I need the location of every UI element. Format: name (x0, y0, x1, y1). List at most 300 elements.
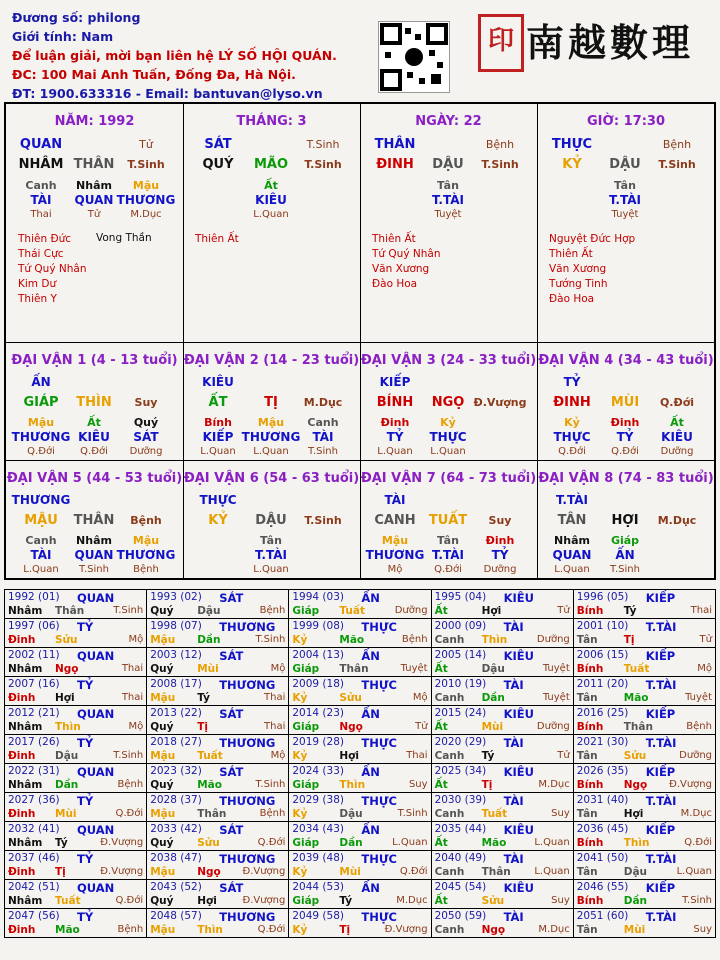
year-label: 2029 (38) (292, 794, 344, 806)
year-stem: Canh (434, 866, 465, 878)
year-stem: Mậu (150, 808, 176, 820)
year-stem: Canh (434, 634, 465, 646)
year-cell (573, 822, 715, 851)
hidden-god: SÁT (133, 430, 159, 444)
logo-text: 南越數理 (526, 20, 695, 65)
hidden-phase: L.Quan (430, 446, 466, 457)
year-cell (147, 706, 289, 735)
year-stem: Quý (150, 721, 174, 733)
year-cell (289, 619, 431, 648)
year-branch: Hợi (481, 605, 502, 617)
year-cell (431, 851, 573, 880)
year-branch: Tị (623, 634, 635, 646)
year-cell (431, 735, 573, 764)
hidden-phase: L.Quan (200, 446, 236, 457)
year-god: QUAN (77, 881, 115, 895)
year-cell (147, 619, 289, 648)
pillar-title: NGÀY: 22 (415, 114, 482, 129)
pillar-notes (18, 232, 86, 307)
year-branch: Dậu (481, 663, 505, 675)
year-cell (5, 648, 147, 677)
dai-van-phase: Suy (134, 396, 158, 409)
hidden-phase: L.Quan (253, 209, 289, 220)
pillar-phase: T.Sinh (304, 158, 342, 171)
year-stem: Tân (576, 634, 598, 646)
year-branch: Mùi (197, 663, 219, 675)
pillar-branch: MÃO (253, 157, 289, 172)
year-god: TỶ (77, 736, 94, 750)
pillar-god: THÂN (374, 137, 416, 152)
year-label: 2007 (16) (8, 678, 60, 690)
year-cell (573, 677, 715, 706)
year-phase: Suy (551, 808, 570, 819)
hidden-stem: Đinh (610, 416, 640, 429)
year-branch: Dần (339, 837, 363, 849)
year-god: T.TÀI (645, 910, 677, 924)
year-branch: Thân (339, 663, 369, 675)
year-branch: Sửu (55, 634, 78, 646)
year-label: 2042 (51) (8, 881, 60, 893)
hidden-phase: Q.Đới (434, 564, 462, 575)
year-branch: Tị (481, 779, 493, 791)
hidden-phase: Dưỡng (660, 446, 694, 457)
pillar-top-phase: T.Sinh (306, 138, 340, 151)
year-phase: Tử (699, 634, 712, 645)
year-branch: Dậu (623, 866, 648, 878)
year-god: TỶ (77, 852, 94, 866)
year-label: 2031 (40) (576, 794, 629, 806)
year-stem: Nhâm (8, 779, 43, 791)
dai-van-title: ĐẠI VẬN 6 (54 - 63 tuổi) (183, 471, 360, 486)
year-cell (147, 851, 289, 880)
year-label: 1995 (04) (434, 591, 487, 603)
year-phase: Dưỡng (394, 605, 428, 616)
year-phase: Bệnh (259, 808, 286, 819)
year-label: 2027 (36) (8, 794, 60, 806)
year-phase: Dưỡng (536, 634, 570, 645)
year-phase: Suy (408, 779, 428, 790)
year-phase: Q.Đới (684, 837, 712, 848)
dai-van-god: TÀI (384, 493, 406, 507)
year-god: TÀI (503, 620, 524, 634)
dai-van-god: THƯƠNG (11, 493, 71, 507)
year-god: SÁT (219, 881, 244, 895)
dai-van-phase: Q.Đới (659, 396, 695, 409)
year-cell (147, 822, 289, 851)
header-line: ĐT: 1900.633316 - Email: bantuvan@lyso.vn (12, 86, 323, 101)
year-row (5, 735, 716, 764)
year-branch: Ngọ (55, 663, 79, 675)
year-stem: Quý (150, 605, 174, 617)
hidden-phase: Q.Đới (80, 446, 108, 457)
dai-van-stem: GIÁP (23, 395, 59, 410)
year-phase: Đ.Vượng (242, 866, 286, 877)
year-phase: Tử (557, 605, 570, 616)
dai-van-branch: HỢI (611, 513, 639, 528)
year-stem: Ất (434, 721, 448, 733)
hidden-god: KIÊU (661, 430, 693, 444)
year-stem: Quý (150, 837, 174, 849)
year-cell (147, 648, 289, 677)
year-label: 2045 (54) (434, 881, 487, 893)
hidden-god: THỰC (429, 430, 467, 444)
hidden-god: THƯƠNG (116, 548, 176, 562)
year-god: THƯƠNG (219, 910, 276, 924)
year-god: KIÊU (503, 823, 534, 837)
hidden-god: QUAN (74, 548, 114, 562)
dai-van-title: ĐẠI VẬN 8 (74 - 83 tuổi) (538, 471, 714, 486)
note: Thiên Ất (195, 233, 239, 245)
year-cell (5, 764, 147, 793)
year-god: ẤN (361, 591, 380, 605)
pillar-notes (372, 232, 440, 292)
year-god: TỶ (77, 678, 94, 692)
year-branch: Tị (339, 924, 351, 936)
hidden-stem: Canh (307, 416, 339, 429)
year-label: 2041 (50) (576, 852, 629, 864)
year-phase: Mộ (697, 663, 712, 674)
seal-stamp: 印 (478, 14, 524, 72)
year-phase: T.Sinh (255, 634, 286, 645)
year-cell (5, 793, 147, 822)
year-phase: Bệnh (259, 605, 286, 616)
year-label: 1996 (05) (576, 591, 629, 603)
year-stem: Canh (434, 808, 465, 820)
year-label: 2008 (17) (150, 678, 202, 690)
year-phase: Tử (557, 750, 570, 761)
dai-van-5 (6, 460, 184, 578)
year-branch: Mùi (623, 924, 646, 936)
year-stem: Đinh (8, 924, 36, 936)
hidden-god: TỶ (616, 430, 634, 444)
year-cell (573, 909, 715, 938)
year-cell (289, 909, 431, 938)
year-row (5, 822, 716, 851)
year-branch: Ngọ (197, 866, 221, 878)
dai-van-branch: NGỌ (431, 395, 465, 410)
year-branch: Hợi (623, 808, 644, 820)
note: Thiên Y (18, 293, 57, 305)
year-stem: Kỷ (292, 750, 308, 762)
hidden-stem: Canh (25, 179, 57, 192)
hidden-phase: Q.Đới (558, 446, 586, 457)
year-phase: Mộ (270, 750, 286, 761)
dai-van-stem: MẬU (24, 513, 58, 528)
year-stem: Canh (434, 750, 465, 762)
year-label: 2021 (30) (576, 736, 629, 748)
year-stem: Bính (576, 605, 604, 617)
year-cell (431, 648, 573, 677)
year-branch: Thân (197, 808, 227, 820)
dai-van-phase: Suy (488, 514, 512, 527)
year-phase: Suy (551, 895, 570, 906)
year-branch: Sửu (481, 895, 505, 907)
year-god: KIÊU (503, 591, 534, 605)
year-phase: Đ.Vượng (100, 866, 144, 877)
year-cell (147, 880, 289, 909)
year-cell (147, 764, 289, 793)
year-label: 2048 (57) (150, 910, 202, 922)
note: Đào Hoa (549, 293, 595, 305)
note: Thiên Ất (372, 233, 416, 245)
note: Tứ Quý Nhân (372, 248, 441, 260)
year-god: THỰC (361, 910, 397, 924)
year-cell (147, 677, 289, 706)
year-god: SÁT (219, 765, 244, 779)
pillar-stem: NHÂM (18, 157, 64, 172)
pillar-top-phase: Bệnh (662, 138, 692, 151)
year-row (5, 793, 716, 822)
year-god: TÀI (503, 794, 524, 808)
year-branch: Tý (623, 605, 637, 617)
year-label: 2014 (23) (292, 707, 344, 719)
year-cell (5, 619, 147, 648)
year-stem: Kỷ (292, 692, 308, 704)
year-branch: Dần (55, 779, 79, 791)
year-cell (147, 793, 289, 822)
year-branch: Dần (197, 634, 221, 646)
dai-van-stem: TÂN (557, 513, 587, 528)
year-label: 2012 (21) (8, 707, 60, 719)
year-cell (147, 735, 289, 764)
year-phase: T.Sinh (255, 779, 286, 790)
dai-van-stem: ẤT (208, 395, 228, 410)
hidden-phase: Q.Đới (611, 446, 639, 457)
year-cell (573, 590, 715, 619)
year-label: 2025 (34) (434, 765, 487, 777)
note: Tứ Quý Nhân (18, 263, 87, 275)
year-branch: Dậu (339, 808, 363, 820)
year-cell (573, 648, 715, 677)
hidden-phase: L.Quan (554, 564, 590, 575)
dai-van-8 (537, 460, 715, 578)
year-branch: Tuất (481, 808, 508, 820)
dai-van-branch: TUẤT (428, 513, 468, 528)
year-stem: Đinh (8, 634, 36, 646)
year-god: THỰC (361, 852, 397, 866)
pillar-top-phase: Bệnh (485, 138, 515, 151)
dai-van-god: TỶ (563, 375, 581, 389)
year-label: 2022 (31) (8, 765, 60, 777)
year-god: T.TÀI (645, 678, 677, 692)
hidden-stem: Mậu (132, 534, 160, 547)
note: Văn Xương (549, 263, 607, 275)
year-god: QUAN (77, 707, 115, 721)
year-phase: Bệnh (117, 779, 144, 790)
chart-grid (4, 102, 716, 580)
year-label: 2044 (53) (292, 881, 344, 893)
pillar-2 (183, 104, 361, 342)
hidden-god: QUAN (74, 193, 114, 207)
hidden-god: ẤN (615, 548, 635, 562)
pillar-phase: T.Sinh (658, 158, 696, 171)
year-label: 2043 (52) (150, 881, 202, 893)
year-label: 2009 (18) (292, 678, 344, 690)
note: Tướng Tinh (549, 278, 608, 290)
hidden-god: TÀI (312, 430, 334, 444)
year-god: KIẾP (645, 765, 676, 779)
year-cell (147, 590, 289, 619)
dai-van-stem: CANH (374, 513, 416, 528)
year-branch: Mão (55, 924, 80, 936)
dai-van-3 (360, 342, 538, 460)
year-god: KIẾP (645, 881, 676, 895)
hidden-phase: L.Quan (253, 446, 289, 457)
pillar-stem: QUÝ (202, 157, 234, 172)
year-phase: Tuyệt (542, 663, 570, 674)
year-cell (289, 648, 431, 677)
hidden-phase: L.Quan (23, 564, 59, 575)
dai-van-title: ĐẠI VẬN 1 (4 - 13 tuổi) (11, 353, 178, 368)
year-stem: Quý (150, 663, 174, 675)
year-stem: Bính (576, 895, 604, 907)
year-cell (5, 677, 147, 706)
year-stem: Kỷ (292, 866, 308, 878)
year-phase: M.Dục (396, 895, 428, 906)
year-god: TÀI (503, 910, 524, 924)
year-phase: T.Sinh (113, 605, 144, 616)
year-label: 1992 (01) (8, 591, 60, 603)
pillar-title: THÁNG: 3 (236, 114, 307, 129)
year-cell (5, 851, 147, 880)
year-stem: Tân (576, 866, 598, 878)
year-phase: L.Quan (534, 866, 570, 877)
year-god: T.TÀI (645, 794, 677, 808)
year-cell (5, 706, 147, 735)
year-cell (431, 909, 573, 938)
year-branch: Hợi (55, 692, 75, 704)
hidden-stem: Canh (25, 534, 57, 547)
hidden-phase: Dưỡng (129, 446, 163, 457)
year-stem: Kỷ (292, 808, 308, 820)
year-god: TÀI (503, 852, 524, 866)
hidden-phase: L.Quan (253, 564, 289, 575)
hidden-phase: T.Sinh (79, 564, 109, 575)
hidden-god: TÀI (30, 193, 52, 207)
year-god: QUAN (77, 823, 115, 837)
year-god: ẤN (361, 823, 380, 837)
dai-van-title: ĐẠI VẬN 3 (24 - 33 tuổi) (360, 353, 537, 368)
year-stem: Ất (434, 895, 448, 907)
year-god: THỰC (361, 736, 397, 750)
year-god: KIÊU (503, 881, 534, 895)
year-god: SÁT (219, 649, 244, 663)
hidden-phase: L.Quan (377, 446, 413, 457)
year-god: KIẾP (645, 591, 676, 605)
year-cell (431, 619, 573, 648)
year-row (5, 880, 716, 909)
hidden-phase: Thai (30, 209, 52, 220)
year-label: 2033 (42) (150, 823, 202, 835)
year-label: 2010 (19) (434, 678, 487, 690)
hidden-stem: Mậu (381, 534, 409, 547)
year-phase: Bệnh (401, 634, 428, 645)
year-label: 1999 (08) (292, 620, 344, 632)
year-phase: Bệnh (686, 721, 712, 732)
year-god: ẤN (361, 707, 380, 721)
year-label: 2023 (32) (150, 765, 202, 777)
year-label: 2028 (37) (150, 794, 202, 806)
year-stem: Tân (576, 924, 598, 936)
year-god: SÁT (219, 707, 244, 721)
year-stem: Nhâm (8, 605, 43, 617)
year-stem: Nhâm (8, 837, 43, 849)
hidden-god: TỶ (386, 430, 404, 444)
year-phase: Q.Đới (115, 808, 144, 819)
dai-van-god: T.TÀI (556, 493, 588, 507)
dai-van-title: ĐẠI VẬN 2 (14 - 23 tuổi) (183, 353, 360, 368)
dai-van-branch: MÙI (610, 395, 640, 410)
pillar-god: SÁT (204, 137, 232, 152)
hidden-stem: Nhâm (554, 534, 590, 547)
hidden-god: T.TÀI (609, 193, 641, 207)
year-god: TỶ (77, 910, 94, 924)
year-stem: Ất (434, 837, 448, 849)
year-stem: Bính (576, 663, 604, 675)
year-branch: Tuất (197, 750, 223, 762)
year-cell (289, 822, 431, 851)
pillar-stem: KỶ (562, 157, 582, 172)
year-stem: Bính (576, 779, 604, 791)
year-label: 2016 (25) (576, 707, 629, 719)
year-branch: Tị (55, 866, 66, 878)
year-branch: Thân (623, 721, 653, 733)
pillar-extra: Vong Thần (96, 232, 152, 244)
year-label: 2003 (12) (150, 649, 202, 661)
year-label: 2032 (41) (8, 823, 60, 835)
year-god: KIẾP (645, 707, 676, 721)
year-branch: Hợi (339, 750, 359, 762)
year-table (4, 589, 716, 938)
year-phase: Dưỡng (679, 750, 712, 761)
year-cell (5, 880, 147, 909)
year-label: 2034 (43) (292, 823, 344, 835)
year-stem: Ất (434, 779, 448, 791)
year-label: 2026 (35) (576, 765, 629, 777)
year-stem: Ất (434, 605, 448, 617)
pillar-notes (549, 232, 635, 307)
year-branch: Dần (623, 895, 648, 907)
note: Thiên Đức (18, 233, 72, 245)
hidden-stem: Quý (133, 416, 159, 429)
year-branch: Dần (481, 692, 505, 704)
year-label: 2018 (27) (150, 736, 202, 748)
year-phase: Đ.Vượng (100, 837, 144, 848)
year-stem: Giáp (292, 605, 320, 617)
year-branch: Dậu (55, 750, 79, 762)
year-cell (5, 909, 147, 938)
dai-van-7 (360, 460, 538, 578)
header-line: Để luận giải, mời bạn liên hệ LÝ SỐ HỘI QUÁN. (12, 48, 337, 63)
hidden-stem: Đinh (485, 534, 515, 547)
dai-van-phase: M.Dục (657, 514, 697, 527)
pillar-phase: T.Sinh (127, 158, 165, 171)
year-row (5, 619, 716, 648)
year-cell (431, 793, 573, 822)
dai-van-branch: THÌN (76, 395, 112, 410)
year-phase: Tuyệt (400, 663, 428, 674)
year-cell (289, 677, 431, 706)
pillar-title: NĂM: 1992 (54, 114, 135, 129)
hidden-stem: Tân (437, 179, 459, 192)
year-cell (431, 764, 573, 793)
year-phase: Q.Đới (257, 924, 286, 935)
year-stem: Tân (576, 692, 598, 704)
year-label: 2000 (09) (434, 620, 487, 632)
year-phase: Thai (121, 663, 144, 674)
year-phase: Mộ (412, 692, 428, 703)
year-stem: Quý (150, 779, 174, 791)
